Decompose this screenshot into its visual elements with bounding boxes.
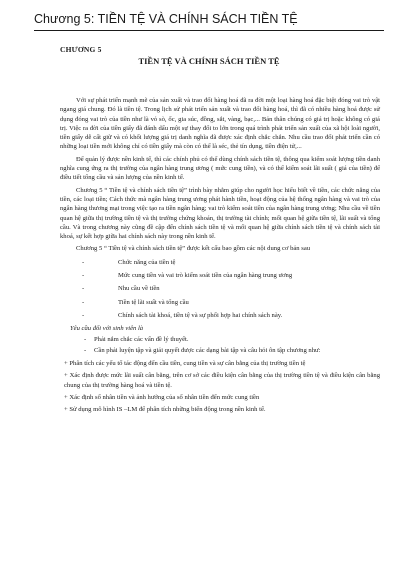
list-item: - Nhu cầu về tiền <box>60 284 380 293</box>
requirement-text: Phải nắm chắc các vấn đề lý thuyết. <box>94 335 189 343</box>
intro-paragraph: Với sự phát triển mạnh mẽ của sản xuất và trao đổi hàng hoá đã ra đời một loại hàng hoá đặc biệt đóng vai trò vật ngang giá chung. Đó là tiền tệ. Trong lịch sử phát triển sản xuất và trao đổi hàng hoá, thì đã có nhiều hàng hoá được sử dụng đóng vai trò của tiền như là vỏ sò, ốc, gia súc, đồng, sắt, vàng, bạc,... Bản thân chúng có giá trị hoặc không có giá trị. Việc ra đời của tiền giấy đã đánh dấu một sự thay đổi to lớn trong quá trình phát triển sản xuất của xã hội loài người, tiền giấy dễ cất giữ và có khối lượng giá trị danh nghĩa đã được xác định chắc chắn. Nhu cầu trao đổi phát triển cần có những loại tiền mới không chỉ có tiền giấy mà còn có thể là séc, thẻ tín dụng, tiền điện tử,... <box>60 97 380 151</box>
exercise-item: + Xác định được mức lãi suất cân bằng, trên cơ sở các điều kiện cân bằng của thị trường tiền tệ và điều kiện cân bằng chung của thị trường hàng hoá và tiền tệ. <box>64 372 380 389</box>
exercise-list <box>60 359 380 414</box>
chapter-body <box>60 96 380 418</box>
page-header: Chương 5: TIỀN TỆ VÀ CHÍNH SÁCH TIỀN TỆ <box>34 12 298 26</box>
topic-text: Mức cung tiền và vai trò kiểm soát tiền của ngân hàng trung ương <box>118 272 293 280</box>
exercise-item: + Phân tích các yếu tố tác động đến cầu tiền, cung tiền và sự cân bằng của thị trường tiền tệ <box>64 360 306 368</box>
list-item: - Cần phải luyện tập và giải quyết được các dạng bài tập và câu hỏi ôn tập chương như: <box>60 346 380 355</box>
requirement-text: Cần phải luyện tập và giải quyết được các dạng bài tập và câu hỏi ôn tập chương như: <box>94 346 321 354</box>
overview-paragraph: Chương 5 “ Tiền tệ và chính sách tiền tệ” trình bày nhằm giúp cho người học hiểu biết về tiền, các chức năng của tiền, các loại tiền; Cách thức mà ngân hàng trung ương phát hành tiền, hoạt động của hệ thống ngân hàng và vai trò của ngân hàng thương mại trong việc tạo ra tiền ngân hàng; vai trò kiểm soát tiền của ngân hàng trung ương; Nhu cầu về tiền quan hệ giữa thị trường tiền tệ và thị trường chứng khoán, thị trường tài chính; mối quan hệ giữa tiền tệ, lãi suất và tổng cầu. Và trong chương này cũng đề cập đến chính sách tiền tệ và mối quan hệ giữa chính sách tiền tệ và chính sách tài khoá, sự kết hợp giữa hai chính sách này trong nền kinh tế. <box>60 186 380 241</box>
topic-text: Chính sách tài khoá, tiền tệ và sự phối hợp hai chính sách này. <box>118 311 283 319</box>
requirements-list <box>60 335 380 356</box>
header-divider <box>34 30 384 31</box>
topic-text: Tiền tệ lãi suất và tổng cầu <box>118 298 189 306</box>
list-item: - Chức năng của tiền tệ <box>60 258 380 267</box>
topic-text: Chức năng của tiền tệ <box>118 258 176 266</box>
list-item: - Tiền tệ lãi suất và tổng cầu <box>60 298 380 307</box>
list-item: - Chính sách tài khoá, tiền tệ và sự phối hợp hai chính sách này. <box>60 311 380 320</box>
list-item: - Mức cung tiền và vai trò kiểm soát tiền của ngân hàng trung ương <box>60 271 380 280</box>
exercise-item: + Sử dụng mô hình IS –LM để phân tích những biến động trong nền kinh tế. <box>64 406 266 414</box>
policy-paragraph: Để quản lý được nền kinh tế, thì các chính phủ có thể dùng chính sách tiền tệ, thông qua kiểm soát lượng tiền danh nghĩa cung ứng ra thị trường của ngân hàng trung ương ( mức cung tiền), và có thể kiểm soát lãi suất ( giá của tiền) để điều tiết tổng cầu và sản lượng của nền kinh tế. <box>60 155 380 182</box>
chapter-label: CHƯƠNG 5 <box>60 45 102 54</box>
structure-paragraph: Chương 5 “ Tiền tệ và chính sách tiền tệ” được kết cấu bao gồm các nội dung cơ bản sau <box>76 245 311 253</box>
topic-text: Nhu cầu về tiền <box>118 285 160 293</box>
requirements-title: Yêu cầu đối với sinh viên là <box>70 325 144 333</box>
list-item: - Phải nắm chắc các vấn đề lý thuyết. <box>60 335 380 344</box>
topic-list <box>60 258 380 320</box>
chapter-title: TIỀN TỆ VÀ CHÍNH SÁCH TIỀN TỆ <box>138 56 280 66</box>
exercise-item: + Xác định số nhân tiền và ảnh hưởng của số nhân tiền đến mức cung tiền <box>64 394 260 402</box>
